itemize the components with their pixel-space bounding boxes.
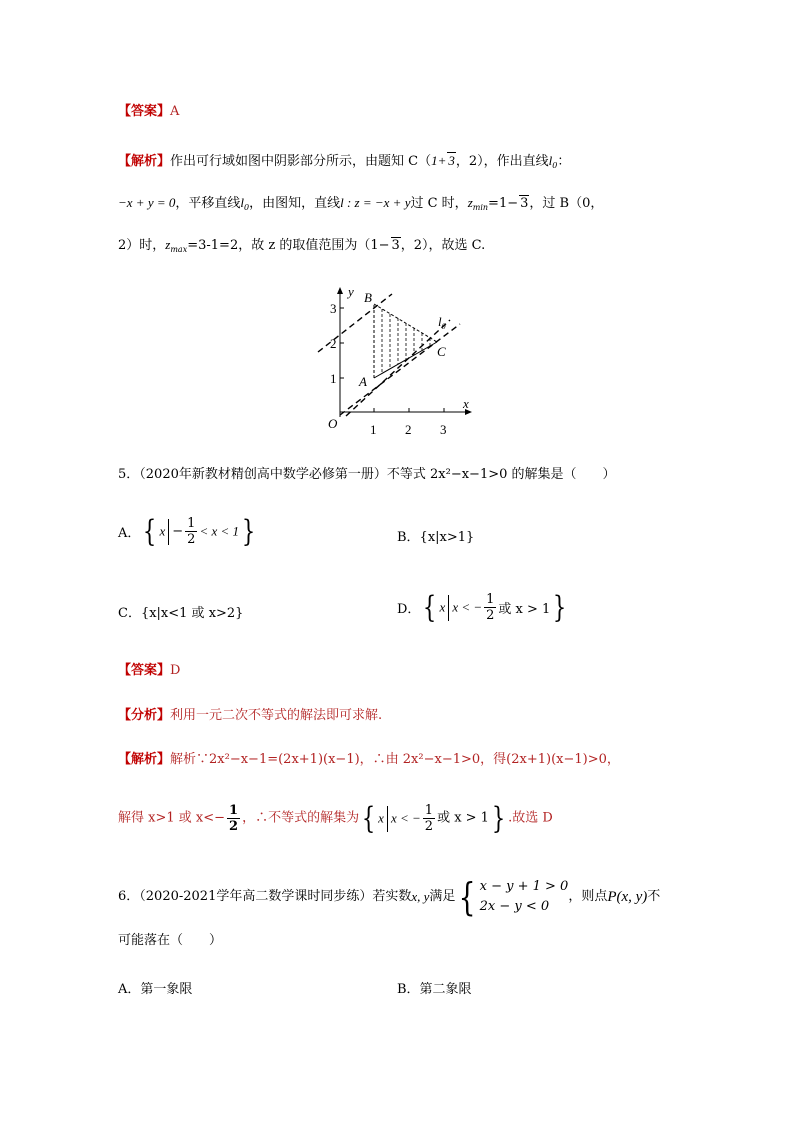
subscript: min [472, 203, 489, 212]
subscript: 0 [552, 161, 558, 170]
q5-analysis-line-2 [118, 800, 553, 836]
inequality-1: x − y + 1 > 0 [479, 879, 569, 894]
analysis-text: 过 C 时， [410, 196, 468, 211]
sqrt-expr: 3 [520, 196, 529, 211]
analysis-text: =3-1=2，故 z 的取值范围为（1− [187, 238, 390, 253]
q5-analysis-line-1 [118, 751, 620, 769]
analysis-text: ，∴不等式的解集为 [242, 810, 360, 826]
question-stem: 不等式 2x²−x−1>0 的解集是（ ） [386, 467, 616, 482]
analysis-tag: 【解析】 [118, 752, 171, 767]
answer-value: D [170, 663, 181, 678]
line-l0-label: $l_0$ [438, 314, 446, 331]
q5-option-a [118, 513, 258, 549]
y-tick-label-1: 1 [330, 371, 337, 386]
q5-stem [118, 466, 616, 484]
q5-option-b: B．{x|x>1} [397, 530, 475, 545]
math-expr: 或 x > 1 [498, 602, 551, 617]
fraction-num: 1 [424, 803, 434, 818]
question-stem: ，则点 [568, 889, 608, 904]
option-label: D． [397, 602, 421, 617]
analysis-text: 作出可行域如图中阴影部分所示，由题知 C（ [170, 154, 432, 169]
inequality-2: 2x − y < 0 [479, 899, 550, 914]
question-stem: 满足 [429, 889, 456, 904]
math-expr: x [439, 599, 446, 615]
brace-open: { [423, 589, 437, 625]
fraction-den: 2 [486, 608, 495, 623]
boundary-line-lower [340, 324, 460, 415]
region-edge-bc [374, 304, 437, 342]
q5-option-c: C．{x|x<1 或 x>2} [118, 606, 244, 621]
analysis-text: .故选 D [508, 810, 553, 826]
fraction-den: 2 [229, 819, 239, 834]
analysis-text: 解析∵2x²−x−1=(2x+1)(x−1)，∴由 2x²−x−1>0，得(2x+1)(x−1)>0， [170, 752, 620, 767]
fraction-num: 1 [187, 516, 196, 531]
answer-tag: 【答案】 [118, 663, 171, 678]
analysis-tag: 【解析】 [118, 154, 171, 169]
fraction-num: 1 [229, 803, 239, 818]
analysis-text: ，由图知，直线 [249, 196, 341, 211]
set-bar [387, 806, 388, 832]
math-expr: x < − [390, 810, 421, 826]
q4-analysis-line-2 [118, 194, 603, 217]
fraction [423, 803, 435, 834]
brace-close: } [553, 589, 567, 625]
math-expr: x < − [452, 599, 483, 615]
q6-option-b: B．第二象限 [397, 982, 472, 997]
point-b-label: B [364, 290, 372, 305]
region-edge-ac [374, 342, 437, 378]
analysis-text: ，平移直线 [175, 196, 241, 211]
fraction [185, 516, 197, 547]
question-source: （2020年新教材精创高中数学必修第一册） [139, 467, 387, 482]
q5-fenxi [118, 707, 382, 725]
fraction-den: 2 [187, 532, 196, 547]
y-tick-label-2: 2 [330, 336, 337, 351]
analysis-text: ，2），作出直线 [455, 154, 549, 169]
sqrt-expr: 3 [448, 153, 455, 168]
q4-analysis-line-3 [118, 236, 485, 259]
fenxi-tag: 【分析】 [118, 708, 171, 723]
math-expr: l [240, 195, 244, 210]
feasible-region-figure [310, 282, 480, 442]
math-expr: x [378, 810, 384, 826]
q4-analysis-line-1 [118, 152, 570, 175]
x-tick-label-2: 2 [405, 422, 412, 437]
point-a-label: A [359, 374, 367, 389]
math-expr: z [467, 195, 473, 210]
point-c-label: C [437, 344, 446, 359]
math-expr: l [548, 153, 553, 168]
math-expr: 1+ [431, 153, 447, 168]
q6-stem-line-2: 可能落在（ ） [118, 933, 223, 948]
brace-close: } [491, 800, 506, 836]
question-stem: 不 [647, 889, 661, 904]
sqrt-expr: 3 [391, 238, 400, 253]
brace-open: { [143, 513, 157, 549]
subscript: max [170, 245, 188, 254]
fenxi-text: 利用一元二次不等式的解法即可求解. [170, 708, 383, 723]
x-axis-label: x [463, 396, 469, 411]
fraction [484, 592, 496, 623]
analysis-text: ： [557, 154, 571, 169]
subscript: 0 [244, 203, 250, 212]
brace-open: { [361, 800, 376, 836]
brace-close: } [241, 513, 256, 549]
question-stem: 若实数 [372, 889, 412, 904]
question-number: 5． [118, 467, 140, 482]
answer-tag: 【答案】 [118, 104, 171, 119]
q5-option-d [397, 589, 569, 625]
analysis-text: 2）时， [118, 238, 166, 253]
fraction [227, 803, 240, 834]
set-bar [448, 595, 449, 621]
answer-value: A [170, 104, 180, 119]
option-label: A． [118, 526, 141, 541]
x-tick-label-1: 1 [370, 422, 377, 437]
analysis-text: =1− [488, 196, 519, 211]
y-axis-label: y [348, 284, 354, 299]
origin-label: O [328, 416, 338, 431]
question-number: 6． [118, 889, 140, 904]
brace-open: { [459, 875, 476, 919]
math-expr: x [159, 523, 166, 539]
math-expr: < x < 1 [199, 523, 240, 539]
math-expr: l : z = −x + y [340, 195, 411, 210]
q6-stem-line-1 [118, 877, 660, 917]
math-expr: P(x, y) [607, 889, 648, 905]
math-expr: −x + y = 0 [118, 195, 176, 210]
y-tick-label-3: 3 [330, 301, 337, 316]
analysis-text: 解得 x>1 或 x<− [118, 810, 226, 826]
math-expr: x, y [411, 889, 430, 904]
y-axis-arrow [337, 287, 343, 294]
math-expr: − [172, 524, 184, 539]
q6-option-a: A．第一象限 [118, 982, 193, 997]
math-expr: 或 x > 1 [437, 810, 489, 826]
x-tick-label-3: 3 [440, 422, 447, 437]
analysis-text: ，2），故选 C. [400, 238, 486, 253]
question-source: （2020-2021学年高二数学课时同步练） [139, 889, 373, 904]
q4-answer [118, 103, 179, 121]
fraction-den: 2 [424, 819, 434, 834]
fraction-num: 1 [486, 592, 495, 607]
inequality-system [480, 877, 569, 917]
math-expr: z [165, 237, 171, 252]
analysis-text: ，过 B（0， [529, 196, 604, 211]
q5-answer [118, 662, 180, 680]
set-bar [168, 519, 169, 545]
